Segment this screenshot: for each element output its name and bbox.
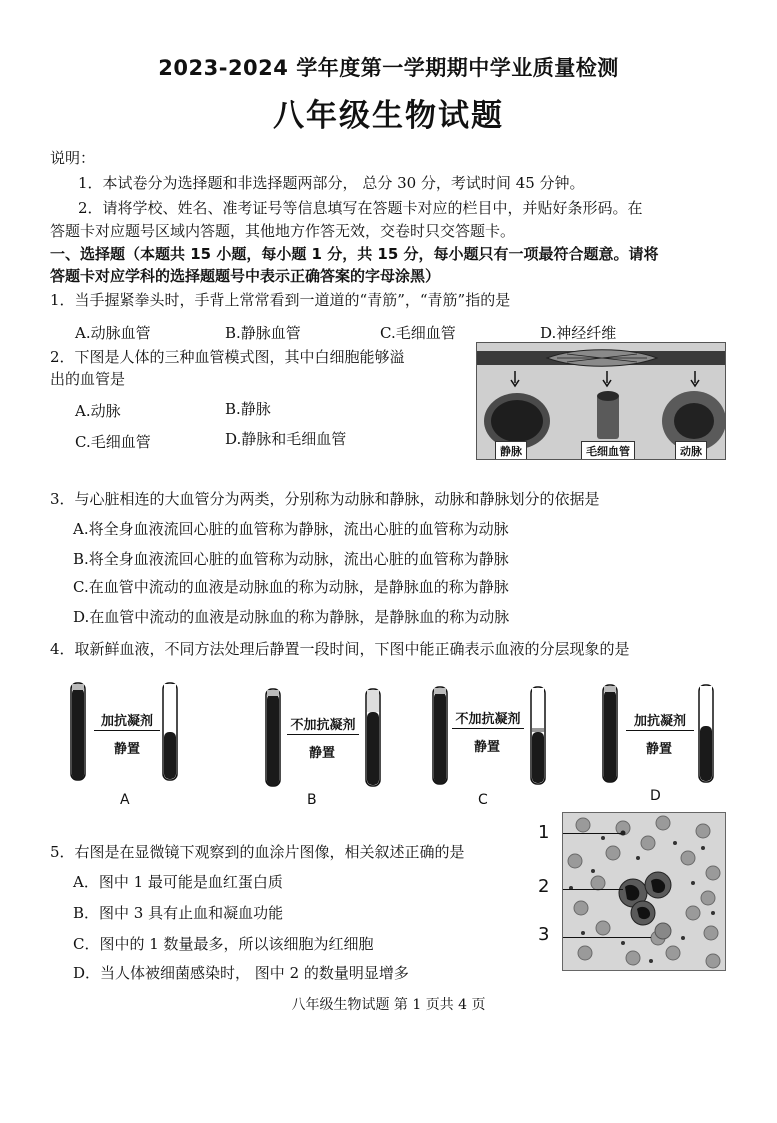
tube-set-c [432, 686, 552, 806]
question-3-option-c: C.在血管中流动的血液是动脉血的称为动脉，是静脉血的称为静脉 [73, 578, 509, 596]
tube-set-d [602, 684, 722, 804]
tube-b-action: 静置 [308, 746, 335, 761]
label-3-pointer [563, 937, 651, 938]
question-2-stem-line-2: 出的血管是 [50, 370, 126, 388]
page-footer: 八年级生物试题 第 1 页共 4 页 [291, 997, 486, 1013]
result-tube-d-icon [698, 684, 714, 784]
smear-label-3: 3 [538, 924, 550, 945]
question-5-option-b: B．图中 3 具有止血和凝血功能 [73, 904, 284, 922]
question-2-stem-line-1: 2．下图是人体的三种血管模式图，其中白细胞能够溢 [50, 348, 405, 366]
question-1-option-a: A.动脉血管 [75, 324, 151, 342]
tube-c-action: 静置 [473, 740, 500, 755]
question-1-stem: 1．当手握紧拳头时，手背上常常看到一道道的“青筋”，“青筋”指的是 [50, 291, 511, 309]
question-1-option-c: C.毛细血管 [380, 324, 456, 342]
question-3-stem: 3．与心脏相连的大血管分为两类，分别称为动脉和静脉，动脉和静脉划分的依据是 [50, 490, 600, 508]
tube-c-treatment: 不加抗凝剂 [455, 712, 521, 727]
artery-label: 动脉 [675, 441, 707, 460]
capillary-label: 毛细血管 [581, 441, 635, 460]
question-2-option-d: D.静脉和毛细血管 [225, 430, 347, 448]
tube-a-arrow-line [94, 730, 160, 731]
instruction-item-1: 1．本试卷分为选择题和非选择题两部分， 总分 30 分，考试时间 45 分钟。 [78, 174, 585, 192]
smear-label-2: 2 [538, 876, 550, 897]
tube-set-b [265, 688, 385, 808]
tube-c-arrow-line [452, 728, 524, 729]
untreated-tube-icon [602, 684, 618, 784]
untreated-tube-icon [70, 682, 86, 782]
untreated-tube-icon [265, 688, 281, 788]
tube-d-action: 静置 [645, 742, 672, 757]
result-tube-a-icon [162, 682, 178, 782]
exam-title: 2023-2024 学年度第一学期期中学业质量检测 [158, 56, 619, 80]
exam-subtitle: 八年级生物试题 [273, 98, 504, 134]
tube-d-treatment: 加抗凝剂 [633, 714, 686, 729]
question-2-option-a: A.动脉 [75, 402, 121, 420]
tube-b-letter: B [307, 792, 317, 808]
blood-smear-figure [562, 812, 726, 971]
blood-smear-micrograph [563, 813, 725, 970]
instruction-item-2-line-2: 答题卡对应题号区域内答题，其他地方作答无效，交卷时只交答题卡。 [50, 222, 516, 240]
question-3-option-d: D.在血管中流动的血液是动脉血的称为静脉，是静脉血的称为动脉 [73, 608, 510, 626]
result-tube-b-icon [365, 688, 381, 788]
result-tube-c-icon [530, 686, 546, 786]
question-5-option-d: D．当人体被细菌感染时， 图中 2 的数量明显增多 [73, 964, 409, 982]
tube-a-treatment: 加抗凝剂 [100, 714, 153, 729]
tube-b-arrow-line [287, 734, 359, 735]
question-5-stem: 5．右图是在显微镜下观察到的血涂片图像，相关叙述正确的是 [50, 843, 465, 861]
question-3-option-b: B.将全身血液流回心脏的血管称为动脉，流出心脏的血管称为静脉 [73, 550, 509, 568]
label-2-pointer [563, 889, 623, 890]
section-heading-line-1: 一、选择题（本题共 15 小题，每小题 1 分，共 15 分，每小题只有一项最符合题意。请将 [50, 245, 659, 263]
label-1-pointer [563, 833, 621, 834]
question-2-option-b: B.静脉 [225, 400, 271, 418]
question-5-option-c: C．图中的 1 数量最多，所以该细胞为红细胞 [73, 935, 374, 953]
tube-a-action: 静置 [113, 742, 140, 757]
question-2-option-c: C.毛细血管 [75, 433, 151, 451]
question-1-option-b: B.静脉血管 [225, 324, 301, 342]
vein-label: 静脉 [495, 441, 527, 460]
question-1-option-d: D.神经纤维 [540, 324, 617, 342]
tube-c-letter: C [478, 792, 488, 808]
smear-label-1: 1 [538, 822, 550, 843]
question-3-option-a: A.将全身血液流回心脏的血管称为静脉，流出心脏的血管称为动脉 [73, 520, 509, 538]
tube-b-treatment: 不加抗凝剂 [290, 718, 356, 733]
tube-set-a [70, 682, 190, 808]
blood-vessel-figure [476, 342, 726, 460]
tube-d-arrow-line [626, 730, 694, 731]
question-4-stem: 4．取新鲜血液，不同方法处理后静置一段时间，下图中能正确表示血液的分层现象的是 [50, 640, 630, 658]
section-heading-line-2: 答题卡对应学科的选择题题号中表示正确答案的字母涂黑） [50, 267, 441, 285]
untreated-tube-icon [432, 686, 448, 786]
instruction-item-2-line-1: 2．请将学校、姓名、准考证号等信息填写在答题卡对应的栏目中，并贴好条形码。在 [78, 199, 643, 217]
instructions-label: 说明： [50, 149, 96, 167]
question-5-option-a: A．图中 1 最可能是血红蛋白质 [73, 873, 283, 891]
tube-a-letter: A [120, 792, 130, 808]
tube-d-letter: D [650, 788, 661, 804]
